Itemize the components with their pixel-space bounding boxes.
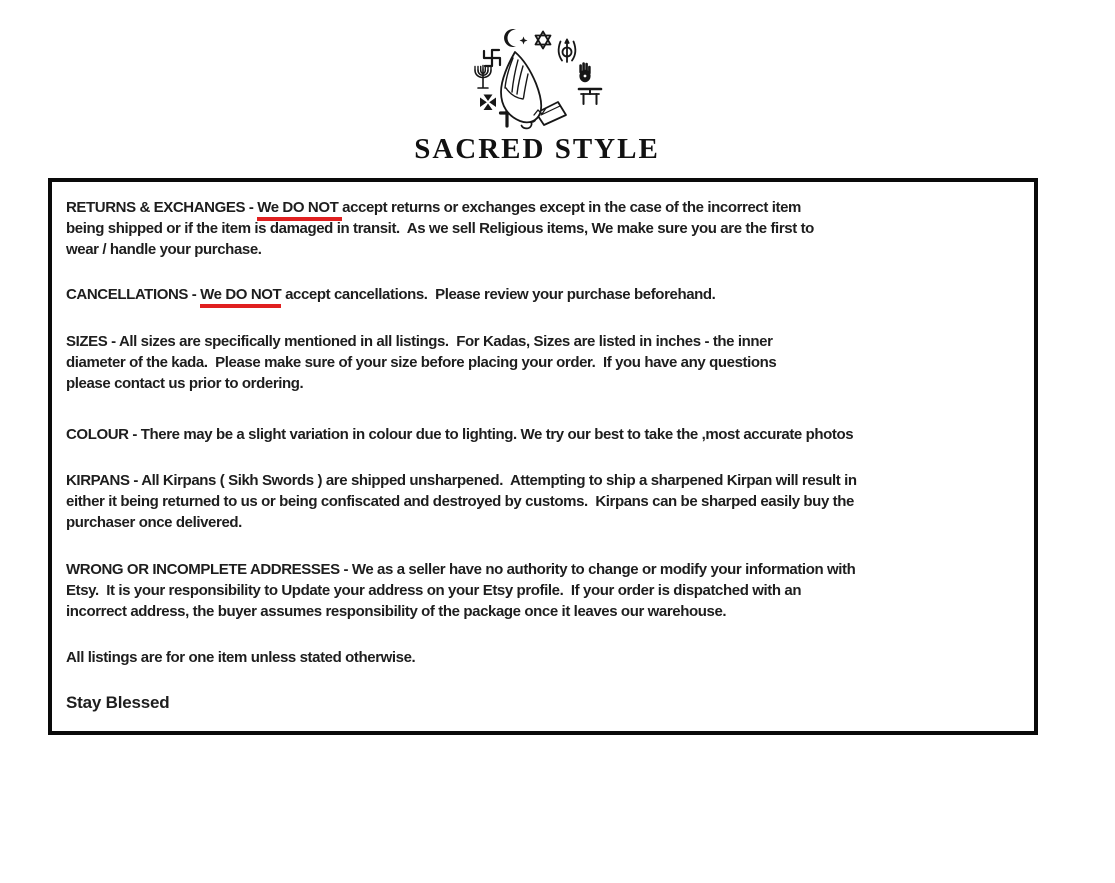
text-line: Stay Blessed (66, 693, 170, 712)
section-cancellations (66, 284, 1020, 305)
text-line (66, 331, 1020, 352)
crescent-and-star-icon (504, 29, 527, 47)
line-text: There may be a slight variation in colour due to lighting. We try our best to take the ,most accurate photos (140, 426, 854, 443)
section-heading: COLOUR (66, 426, 129, 443)
line-text: accept returns or exchanges except in the case of the incorrect item (342, 199, 801, 216)
line-text: We as a seller have no authority to change or modify your information with (351, 561, 856, 578)
text-line: purchaser once delivered. (66, 514, 242, 531)
line-text: All sizes are specifically mentioned in all listings. For Kadas, Sizes are listed in inches - the inner (118, 333, 773, 350)
text-line (66, 559, 1020, 580)
cross-pattee-icon (480, 95, 496, 111)
section-colour (66, 424, 1020, 445)
text-line: being shipped or if the item is damaged in transit. As we sell Religious items, We make sure you are the first to (66, 220, 814, 237)
section-heading: SIZES (66, 333, 108, 350)
do-not-emphasis: We DO NOT (257, 199, 342, 221)
praying-hands-icon (501, 52, 566, 125)
text-line (66, 284, 1020, 305)
section-kirpans (66, 470, 1020, 533)
jain-hand-icon (579, 64, 590, 83)
star-of-david-icon (536, 32, 551, 49)
khanda-icon (559, 40, 576, 63)
text-line: diameter of the kada. Please make sure of your size before placing your order. If you have any questions (66, 354, 777, 371)
section-sizes (66, 331, 1020, 394)
text-line: wear / handle your purchase. (66, 241, 262, 258)
text-line (66, 197, 1020, 218)
single-item-note (66, 647, 1020, 668)
section-addresses (66, 559, 1020, 622)
swastika-icon (484, 50, 500, 66)
policy-box (48, 178, 1038, 735)
text-line: please contact us prior to ordering. (66, 375, 304, 392)
torii-gate-icon (579, 89, 601, 104)
brand-name: SACRED STYLE (414, 133, 660, 165)
heading-separator: - (129, 472, 142, 489)
section-returns-exchanges (66, 197, 1020, 260)
text-line: either it being returned to us or being confiscated and destroyed by customs. Kirpans can be sharped easily buy the (66, 493, 854, 510)
heading-separator: - (339, 561, 352, 578)
signoff (66, 692, 1020, 713)
text-line: incorrect address, the buyer assumes responsibility of the package once it leaves our warehouse. (66, 603, 727, 620)
section-heading: KIRPANS (66, 472, 130, 489)
heading-separator: - (245, 199, 258, 216)
text-line (66, 424, 1020, 445)
section-heading: RETURNS & EXCHANGES (66, 199, 246, 216)
text-line: All listings are for one item unless stated otherwise. (66, 649, 416, 666)
line-text: accept cancellations. Please review your purchase beforehand. (281, 286, 716, 303)
line-text: All Kirpans ( Sikh Swords ) are shipped unsharpened. Attempting to ship a sharpened Kirpan will result in (141, 472, 857, 489)
section-heading: WRONG OR INCOMPLETE ADDRESSES (66, 561, 340, 578)
text-line (66, 470, 1020, 491)
text-line: Etsy. It is your responsibility to Update your address on your Etsy profile. If your order is dispatched with an (66, 582, 802, 599)
menorah-icon (475, 66, 491, 89)
heading-separator: - (107, 333, 119, 350)
heading-separator: - (188, 286, 201, 303)
section-heading: CANCELLATIONS (66, 286, 189, 303)
sacred-style-logo (468, 25, 608, 137)
heading-separator: - (128, 426, 141, 443)
do-not-emphasis: We DO NOT (200, 286, 281, 308)
